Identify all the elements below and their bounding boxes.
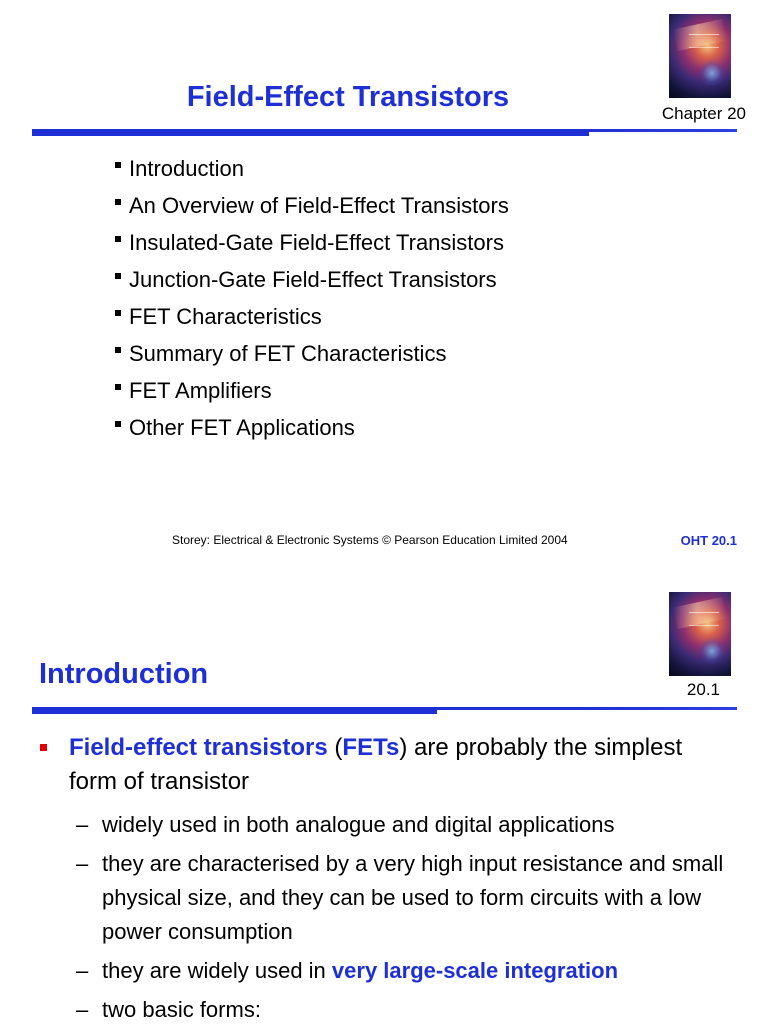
square-bullet-icon xyxy=(115,162,121,168)
title-rule xyxy=(32,129,737,132)
sub-bullet: – widely used in both analogue and digital applications xyxy=(76,808,736,842)
square-bullet-icon xyxy=(115,236,121,242)
square-bullet-icon xyxy=(115,384,121,390)
contents-item: Junction-Gate Field-Effect Transistors xyxy=(115,264,509,301)
square-bullet-icon xyxy=(115,421,121,427)
contents-item: FET Amplifiers xyxy=(115,375,509,412)
contents-item: FET Characteristics xyxy=(115,301,509,338)
contents-item: Insulated-Gate Field-Effect Transistors xyxy=(115,227,509,264)
sub-bullet: – two basic forms: xyxy=(76,993,736,1027)
contents-item: Introduction xyxy=(115,153,509,190)
dash-bullet-icon: – xyxy=(76,851,89,876)
square-bullet-icon xyxy=(115,199,121,205)
contents-item: Summary of FET Characteristics xyxy=(115,338,509,375)
square-bullet-icon xyxy=(115,347,121,353)
contents-list xyxy=(115,153,509,449)
section-number: 20.1 xyxy=(686,680,720,699)
contents-item: Other FET Applications xyxy=(115,412,509,449)
dash-bullet-icon: – xyxy=(76,997,89,1022)
slide-title: Field-Effect Transistors xyxy=(186,81,510,113)
chapter-label: Chapter 20 xyxy=(661,104,746,123)
contents-item: An Overview of Field-Effect Transistors xyxy=(115,190,509,227)
sub-bullet: – they are widely used in very large-scale integration xyxy=(76,954,736,988)
square-bullet-icon xyxy=(115,310,121,316)
abbreviation-highlight: FETs xyxy=(342,734,400,761)
slide-introduction xyxy=(0,576,768,1024)
slide-title: Introduction xyxy=(39,658,209,690)
sub-bullet: – they are characterised by a very high input resistance and small physical size, and they can be used to form circuits with a low power consumption xyxy=(76,847,736,949)
red-square-bullet-icon xyxy=(40,744,47,751)
main-bullet xyxy=(40,731,740,799)
dash-bullet-icon: – xyxy=(76,812,89,837)
square-bullet-icon xyxy=(115,273,121,279)
main-bullet-text: Field-effect transistors (FETs) are probably the simplest form of transistor xyxy=(69,734,683,795)
dash-bullet-icon: – xyxy=(76,958,89,983)
vlsi-highlight: very large-scale integration xyxy=(331,958,619,983)
sub-bullet-list xyxy=(76,808,736,1032)
footer-credit: Storey: Electrical & Electronic Systems © Pearson Education Limited 2004 xyxy=(172,533,568,547)
term-highlight: Field-effect transistors xyxy=(69,734,328,761)
book-cover-thumbnail xyxy=(669,592,731,676)
footer-slide-code: OHT 20.1 xyxy=(680,533,737,548)
title-rule xyxy=(32,707,737,710)
